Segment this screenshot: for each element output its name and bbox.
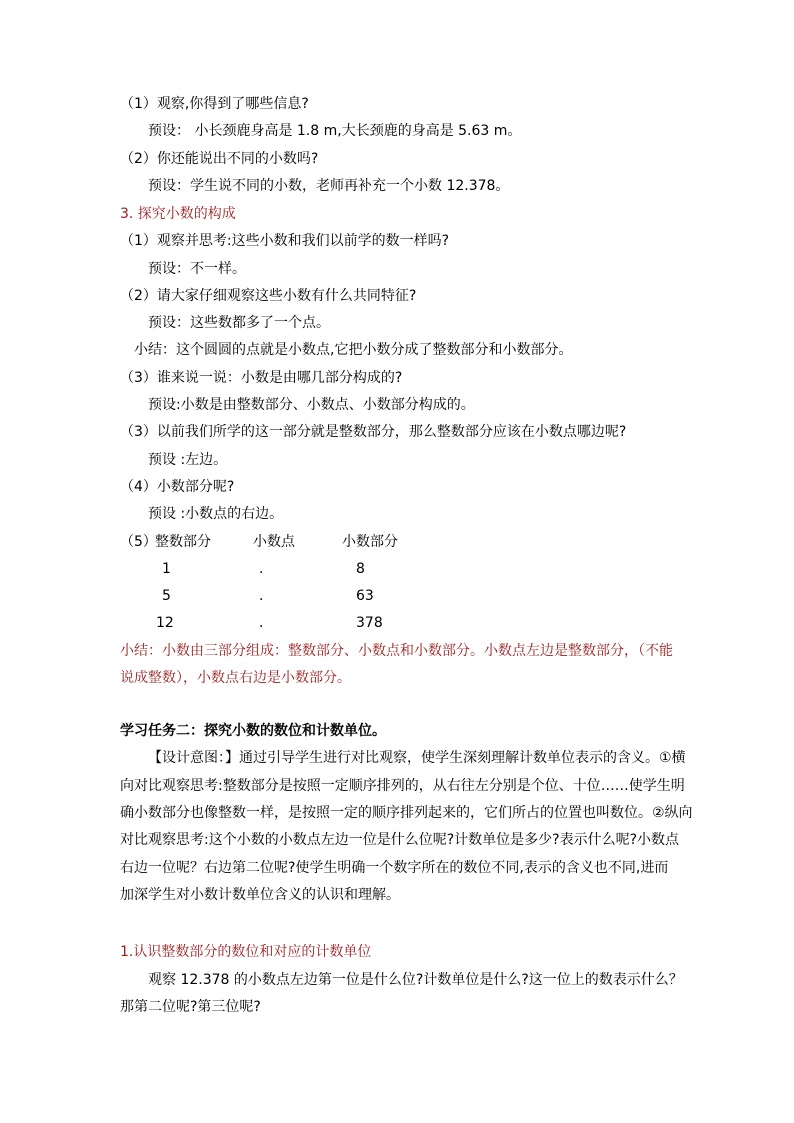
answer-1: 预设： 小长颈鹿身高是 1.8 m,大长颈鹿的身高是 5.63 m。 [148, 123, 522, 139]
table-cell: 8 [356, 561, 365, 577]
design-intent-line-3: 确小数部分也像整数一样，是按照一定的顺序排列起来的，它们所占的位置也叫数位。②纵向 [120, 805, 693, 821]
table-cell: 63 [356, 588, 374, 604]
subsection-1-line-2: 那第二位呢?第三位呢? [120, 999, 261, 1015]
section-3-question-1: （1）观察并思考:这些小数和我们以前学的数一样吗? [120, 233, 450, 249]
table-cell: . [259, 561, 264, 577]
section-3-question-3: （3）谁来说一说：小数是由哪几部分构成的? [120, 370, 403, 386]
summary-2-line-2: 说成整数），小数点右边是小数部分。 [120, 670, 351, 686]
summary-2-line-1: 小结：小数由三部分组成：整数部分、小数点和小数部分。小数点左边是整数部分，（不能 [120, 643, 673, 659]
section-3-answer-3b: 预设 :左边。 [148, 452, 228, 468]
task-2-heading: 学习任务二：探究小数的数位和计数单位。 [120, 723, 386, 739]
table-header-integer: 整数部分 [155, 534, 211, 550]
design-intent-line-1: 【设计意图：】通过引导学生进行对比观察，使学生深刻理解计数单位表示的含义。①横 [148, 750, 686, 766]
section-3-answer-2: 预设：这些数都多了一个点。 [148, 315, 330, 331]
table-cell: 378 [356, 615, 383, 631]
section-3-answer-1: 预设：不一样。 [148, 261, 246, 277]
design-intent-line-5: 右边一位呢？右边第二位呢?使学生明确一个数字所在的数位不同,表示的含义也不同,进而 [120, 860, 669, 876]
question-5-label: （5） [120, 534, 157, 550]
question-1: （1）观察,你得到了哪些信息? [120, 96, 309, 112]
design-intent-line-4: 对比观察思考:这个小数的小数点左边一位是什么位呢?计数单位是多少?表示什么呢?小数点 [120, 832, 680, 848]
question-2: （2）你还能说出不同的小数吗? [120, 151, 319, 167]
section-3-question-3b: （3）以前我们所学的这一部分就是整数部分，那么整数部分应该在小数点哪边呢? [120, 424, 627, 440]
subsection-1-heading: 1.认识整数部分的数位和对应的计数单位 [120, 944, 372, 960]
table-header-decimal: 小数部分 [342, 534, 398, 550]
section-3-answer-4: 预设 :小数点的右边。 [148, 506, 284, 522]
design-intent-line-2: 向对比观察思考:整数部分是按照一定顺序排列的，从右往左分别是个位、十位……使学生明 [120, 778, 685, 794]
table-cell: 12 [156, 615, 174, 631]
table-cell: . [259, 615, 264, 631]
subsection-1-line-1: 观察 12.378 的小数点左边第一位是什么位?计数单位是什么?这一位上的数表示什么？ [148, 972, 683, 988]
table-cell: 5 [162, 588, 171, 604]
table-cell: 1 [162, 561, 171, 577]
section-3-question-4: （4）小数部分呢? [120, 479, 235, 495]
table-cell: . [259, 588, 264, 604]
summary-1: 小结：这个圆圆的点就是小数点,它把小数分成了整数部分和小数部分。 [134, 342, 573, 358]
section-3-answer-3: 预设:小数是由整数部分、小数点、小数部分构成的。 [148, 397, 475, 413]
design-intent-line-6: 加深学生对小数计数单位含义的认识和理解。 [120, 887, 400, 903]
answer-2: 预设：学生说不同的小数，老师再补充一个小数 12.378。 [148, 178, 510, 194]
section-3-heading: 3. 探究小数的构成 [120, 206, 236, 222]
table-header-point: 小数点 [253, 534, 295, 550]
section-3-question-2: （2）请大家仔细观察这些小数有什么共同特征? [120, 288, 417, 304]
